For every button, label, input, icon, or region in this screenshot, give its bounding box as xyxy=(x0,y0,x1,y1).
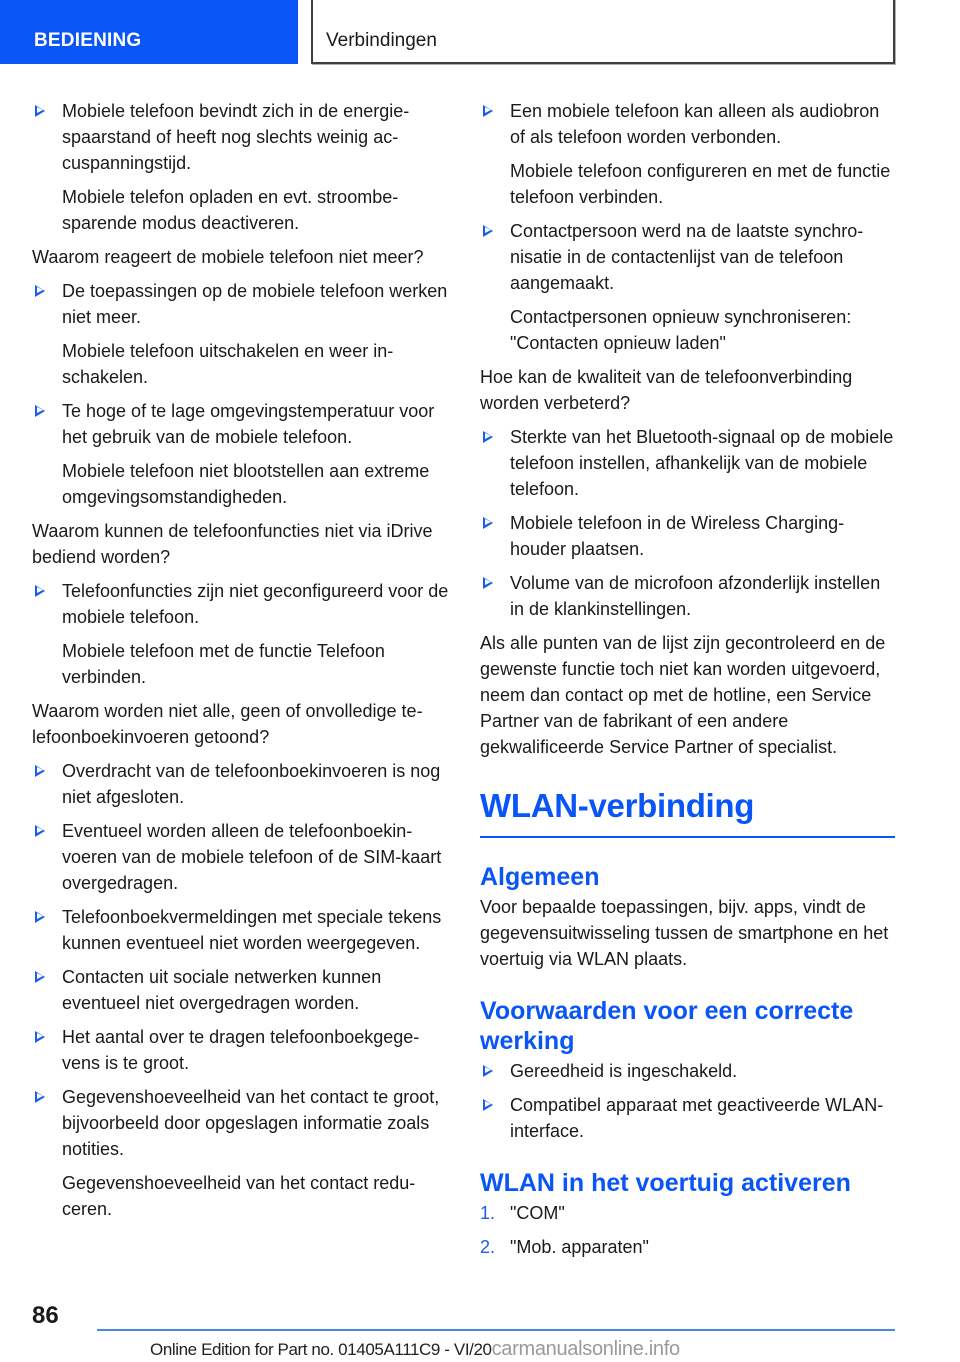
page-number: 86 xyxy=(32,1302,59,1329)
question-heading: Waarom kunnen de telefoonfuncties niet via iDrive bediend worden? xyxy=(32,521,433,567)
list-item: Mobiele telefoon in de Wireless Charging-houder plaatsen. xyxy=(480,510,895,562)
general-paragraph: Voor bepaalde toepassingen, bijv. apps, vindt de gegevensuitwisseling tussen de smartphone en het voertuig via WLAN plaats. xyxy=(480,897,889,969)
list-item: Compatibel apparaat met geactiveerde WLAN-interface. xyxy=(480,1092,895,1144)
step-number: 2. xyxy=(480,1237,496,1257)
remedy-text: Mobiele telefoon met de functie Telefoon verbinden. xyxy=(62,641,385,687)
section-tab xyxy=(0,0,298,64)
triangle-bullet-icon xyxy=(35,971,45,983)
chapter-title: Verbindingen xyxy=(326,30,437,51)
triangle-bullet-icon xyxy=(35,405,45,417)
subheading-general: Algemeen xyxy=(480,863,600,891)
remedy-text: Contactpersonen opnieuw synchroniseren: "Contacten opnieuw laden" xyxy=(510,307,852,353)
edition-text: Online Edition for Part no. 01405A111C9 - VI/20 xyxy=(150,1340,492,1359)
footer-divider xyxy=(97,1329,895,1331)
remedy-text: Mobiele telefoon niet blootstellen aan extreme omgevingsomstandigheden. xyxy=(62,461,430,507)
triangle-bullet-icon xyxy=(35,585,45,597)
list-item: Gereedheid is ingeschakeld. xyxy=(480,1058,895,1084)
triangle-bullet-icon xyxy=(483,517,493,529)
triangle-bullet-icon xyxy=(35,1091,45,1103)
question-heading: Waarom worden niet alle, geen of onvolledige telefoonboekinvoeren getoond? xyxy=(32,701,423,747)
watermark: carmanualsonline.info xyxy=(491,1338,680,1360)
section-title: BEDIENING xyxy=(34,30,142,51)
question-heading: Waarom reageert de mobiele telefoon niet meer? xyxy=(32,247,424,267)
section-heading-wlan: WLAN-verbinding xyxy=(480,786,895,838)
triangle-bullet-icon xyxy=(35,285,45,297)
triangle-bullet-icon xyxy=(483,1099,493,1111)
remedy-text: Gegevenshoeveelheid van het contact reduceren. xyxy=(62,1173,416,1219)
closing-paragraph: Als alle punten van de lijst zijn gecontroleerd en de gewenste functie toch niet kan worden uitgevoerd, neem dan contact op met de hotline, een Service Partner van de fabrikant of een andere gekwalificeerde Service Partner of specialist. xyxy=(480,633,886,757)
step-item: 2. "Mob. apparaten" xyxy=(480,1234,895,1260)
triangle-bullet-icon xyxy=(35,911,45,923)
triangle-bullet-icon xyxy=(483,577,493,589)
remedy-text: Mobiele telefon opladen en evt. stroombesparende modus deactiveren. xyxy=(62,187,399,233)
step-item: 1. "COM" xyxy=(480,1200,895,1226)
list-item: Te hoge of te lage omgevingstemperatuur voor het gebruik van de mobiele telefoon. xyxy=(32,398,450,450)
triangle-bullet-icon xyxy=(483,1065,493,1077)
chapter-tab xyxy=(311,0,895,64)
list-item: Telefoonboekvermeldingen met speciale tekens kunnen eventueel niet worden weergegeven. xyxy=(32,904,450,956)
subheading-requirements: Voorwaarden voor een correcte werking xyxy=(480,997,854,1055)
list-item: Contactpersoon werd na de laatste synchronisatie in de contactenlijst van de telefoon aangemaakt. xyxy=(480,218,895,296)
triangle-bullet-icon xyxy=(35,105,45,117)
question-heading: Hoe kan de kwaliteit van de telefoonverbinding worden verbeterd? xyxy=(480,367,853,413)
list-item: De toepassingen op de mobiele telefoon werken niet meer. xyxy=(32,278,450,330)
remedy-text: Mobiele telefoon uitschakelen en weer inschakelen. xyxy=(62,341,394,387)
right-column xyxy=(480,98,895,1268)
footer-edition xyxy=(150,1338,680,1361)
list-item: Telefoonfuncties zijn niet geconfigureerd voor de mobiele telefoon. xyxy=(32,578,450,630)
list-item: Het aantal over te dragen telefoonboekgegevens is te groot. xyxy=(32,1024,450,1076)
left-column xyxy=(32,98,450,1230)
triangle-bullet-icon xyxy=(35,765,45,777)
subheading-activate: WLAN in het voertuig activeren xyxy=(480,1169,851,1197)
triangle-bullet-icon xyxy=(483,105,493,117)
list-item: Contacten uit sociale netwerken kunnen eventueel niet overgedragen worden. xyxy=(32,964,450,1016)
list-item: Een mobiele telefoon kan alleen als audiobron of als telefoon worden verbonden. xyxy=(480,98,895,150)
list-item: Mobiele telefoon bevindt zich in de energiespaarstand of heeft nog slechts weinig accuspanningstijd. xyxy=(32,98,450,176)
list-item: Gegevenshoeveelheid van het contact te groot, bijvoorbeeld door opgeslagen informatie zoals notities. xyxy=(32,1084,450,1162)
list-item: Sterkte van het Bluetooth-signaal op de mobiele telefoon instellen, afhankelijk van de mobiele telefoon. xyxy=(480,424,895,502)
triangle-bullet-icon xyxy=(483,225,493,237)
step-number: 1. xyxy=(480,1203,496,1223)
triangle-bullet-icon xyxy=(35,825,45,837)
list-item: Volume van de microfoon afzonderlijk instellen in de klankinstellingen. xyxy=(480,570,895,622)
list-item: Overdracht van de telefoonboekinvoeren is nog niet afgesloten. xyxy=(32,758,450,810)
triangle-bullet-icon xyxy=(483,431,493,443)
remedy-text: Mobiele telefoon configureren en met de functie telefoon verbinden. xyxy=(510,161,891,207)
list-item: Eventueel worden alleen de telefoonboekinvoeren van de mobiele telefoon of de SIM-kaart overgedragen. xyxy=(32,818,450,896)
triangle-bullet-icon xyxy=(35,1031,45,1043)
